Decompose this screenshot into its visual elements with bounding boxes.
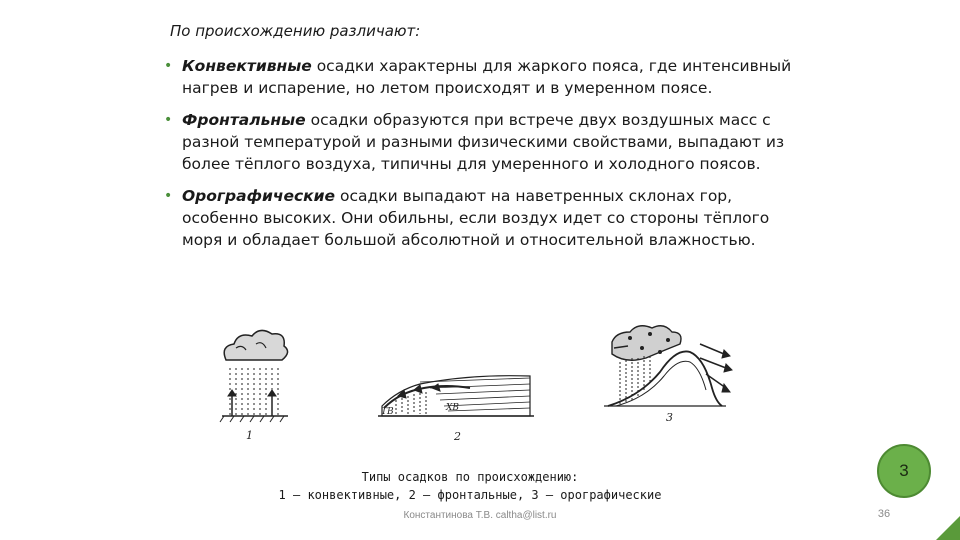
figure-2-number: 2 (454, 430, 461, 443)
bullet-text: осадки характерны для жаркого пояса, где интенсивный нагрев и испарение, но летом происходят и в умеренном поясе. (182, 57, 792, 97)
bullet-term: Конвективные (182, 57, 312, 75)
figure-2-label-warm: ТВ (381, 407, 394, 417)
caption-line-1: Типы осадков по происхождению: (361, 470, 579, 484)
bullet-frontal (162, 109, 802, 175)
bullet-list (162, 55, 802, 261)
figure-2-label-cold: ХВ (446, 403, 460, 413)
corner-triangle-icon (936, 516, 960, 540)
figure-convective (220, 330, 288, 422)
precipitation-figures (0, 318, 960, 448)
bullet-dot-icon: • (164, 112, 173, 128)
figure-caption (270, 468, 670, 504)
slide-badge: 3 (877, 444, 931, 498)
bullet-text: осадки образуются при встрече двух воздушных масс с разной температурой и разными физическими свойствами, выпадают из более тёплого воздуха, типичны для умеренного и холодного поясов. (182, 111, 785, 173)
bullet-text: осадки выпадают на наветренных склонах гор, особенно высоких. Они обильны, если воздух идет со стороны тёплого моря и обладает большой абсолютной и относительной влажностью. (182, 187, 770, 249)
bullet-convective (162, 55, 802, 99)
caption-line-2: 1 – конвективные, 2 – фронтальные, 3 – орографические (278, 488, 662, 502)
bullet-term: Фронтальные (182, 111, 306, 129)
figure-orographic (604, 326, 732, 406)
bullet-orographic (162, 185, 802, 251)
figure-1-number: 1 (246, 429, 253, 442)
footer-author: Константинова Т.В. caltha@list.ru (403, 510, 557, 521)
bullet-dot-icon: • (164, 188, 173, 204)
bullet-term: Орографические (182, 187, 336, 205)
page-number: 36 (877, 508, 891, 520)
figure-3-number: 3 (666, 411, 673, 424)
bullet-dot-icon: • (164, 58, 173, 74)
intro-heading: По происхождению различают: (170, 22, 421, 40)
